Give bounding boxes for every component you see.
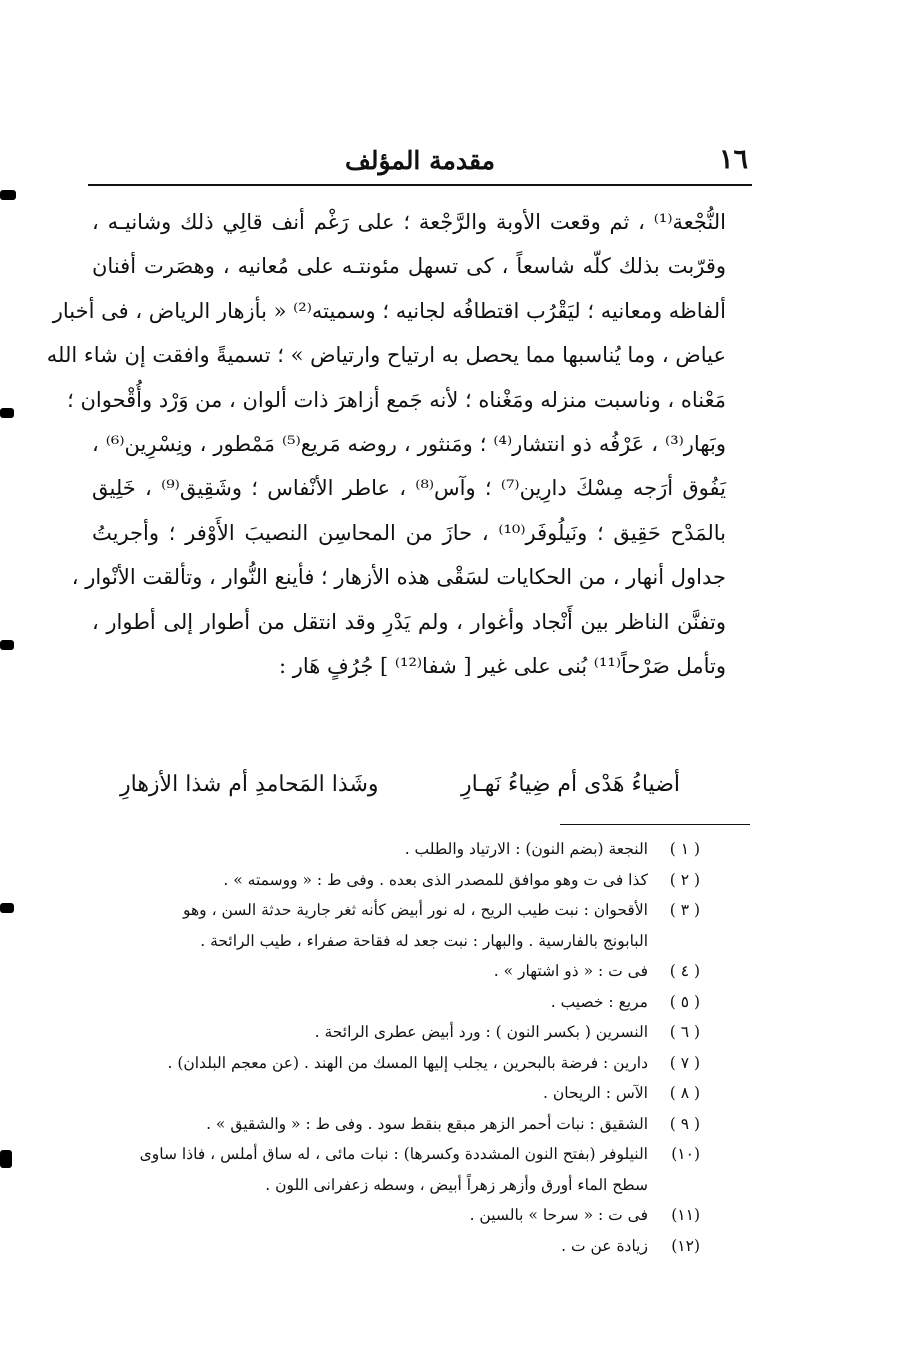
running-title: مقدمة المؤلف [344, 146, 496, 175]
scan-mark [0, 903, 14, 913]
footnote-text: النيلوفر (بفتح النون المشددة وكسرها) : نبات مائى ، له ساق أملس ، فاذا ساوى [139, 1145, 648, 1163]
footnote-item [96, 865, 700, 896]
body-line: وبَهار⁽³⁾ ، عَرْفُه ذو انتشار⁽⁴⁾ ؛ ومَنثور ، روضه مَريع⁽⁵⁾ مَمْطور ، ونِسْرِين⁽⁶⁾ ، [92, 431, 726, 456]
poetry-verse [120, 766, 680, 810]
verse-first-hemistich: أضياءُ هَدْى أم ضِياءُ نَهـارِ [461, 772, 680, 797]
footnote-item [96, 1139, 700, 1170]
footnote-text: زيادة عن ت . [561, 1236, 648, 1255]
footnote-text: النجعة (بضم النون) : الارتياد والطلب . [404, 840, 648, 858]
footnote-text: فى ت : « سرحا » بالسين . [469, 1206, 648, 1224]
footnote-item [96, 895, 700, 926]
scan-mark [0, 1150, 12, 1168]
scan-mark [0, 408, 14, 418]
body-line: جداول أنهار ، من الحكايات لسَقْى هذه الأزهار ؛ فأينع النُّوار ، وتألقت الأنْوار ، [71, 565, 726, 590]
footnote-number: ( ٣ ) [669, 901, 700, 919]
footnote-number: ( ٢ ) [669, 870, 700, 889]
footnote-rule [560, 824, 750, 825]
footnote-number: (١١) [671, 1206, 700, 1224]
body-line: مَعْناه ، وناسبت منزله ومَغْناه ؛ لأنه جَمع أزاهرَ ذات ألوان ، من وَرْد وأُقْحوان ؛ [67, 387, 726, 412]
footnote-number: ( ٥ ) [669, 992, 700, 1011]
footnote-item [96, 1109, 700, 1140]
footnote-item [96, 1231, 700, 1262]
body-line: عياض ، وما يُناسبها مما يحصل به ارتياح وارتياض » ؛ تسميةً وافقت إن شاء الله [46, 343, 726, 368]
footnote-item [96, 834, 700, 865]
footnote-item [96, 1048, 700, 1079]
footnote-continuation: سطح الماء أورق وأزهر زهراً أبيض ، وسطه زعفرانى اللون . [265, 1175, 648, 1194]
footnote-number: (١٠) [671, 1145, 700, 1163]
footnote-number: ( ٤ ) [669, 962, 700, 980]
footnote-text: الآس : الريحان . [542, 1084, 648, 1102]
body-line: النُّجْعة⁽¹⁾ ، ثم وقعت الأوبة والرَّجْعة ؛ على رَغْم أنف قالِي ذلك وشانيـه ، [92, 210, 726, 234]
footnote-text: الشقيق : نبات أحمر الزهر مبقع بنقط سود . وفى ط : « والشقيق » . [206, 1114, 648, 1133]
footnote-text: النسرين ( بكسر النون ) : ورد أبيض عطرى الرائحة . [314, 1023, 648, 1041]
page-number: ١٦ [718, 144, 748, 175]
footnote-number: (١٢) [671, 1236, 700, 1255]
verse-second-hemistich: وشَذا المَحامدِ أم شذا الأزهارِ [120, 772, 379, 797]
footnote-item [96, 987, 700, 1018]
footnote-item [96, 1078, 700, 1109]
body-line: وتفنَّن الناظر بين أَنْجاد وأغوار ، ولم يَدْرِ وقد انتقل من أطوار إلى أطوار ، [92, 609, 726, 634]
header-rule [88, 184, 752, 186]
body-line: بالمَدْح حَقِيق ؛ ونَيلُوفَر⁽¹⁰⁾ ، حازَ من المحاسِن النصيبَ الأَوْفر ؛ وأجريتُ [92, 520, 726, 545]
footnote-text: الأقحوان : نبت طيب الريح ، له نور أبيض كأنه ثغر جارية حدثة السن ، وهو [182, 901, 648, 919]
footnotes [96, 834, 700, 1261]
footnote-number: ( ١ ) [669, 840, 700, 858]
body-line: ألفاظه ومعانيه ؛ ليَقْرُب اقتطافُه لجانيه ؛ وسميته⁽²⁾ « بأزهار الرياض ، فى أخبار [52, 298, 726, 323]
footnote-text: كذا فى ت وهو موافق للمصدر الذى بعده . وفى ط : « ووسمته » . [223, 870, 648, 889]
scan-mark [0, 190, 16, 200]
body-line: وقرّبت بذلك كلّه شاسعاً ، كى تسهل مئونتـه على مُعانيه ، وهصَرت أفنان [92, 254, 726, 279]
footnote-text: مريع : خصيب . [550, 992, 648, 1011]
body-text [46, 200, 726, 688]
footnote-number: ( ٦ ) [669, 1023, 700, 1041]
body-line: يَفُوق أرَجه مِسْكَ دارِين⁽⁷⁾ ؛ وآس⁽⁸⁾ ، عاطر الأنْفاس ؛ وشَقِيق⁽⁹⁾ ، خَلِيق [92, 476, 726, 501]
footnote-item [96, 1200, 700, 1231]
scan-mark [0, 640, 14, 650]
footnote-number: ( ٧ ) [669, 1053, 700, 1072]
footnote-item [96, 1017, 700, 1048]
footnote-text: فى ت : « ذو اشتهار » . [493, 962, 648, 980]
footnote-item [96, 956, 700, 987]
footnote-text: دارين : فرضة بالبحرين ، يجلب إليها المسك من الهند . (عن معجم البلدان) . [167, 1053, 648, 1072]
footnote-number: ( ٩ ) [669, 1114, 700, 1133]
footnote-continuation: البابونج بالفارسية . والبهار : نبت جعد له فقاحة صفراء ، طيب الرائحة . [200, 931, 648, 950]
page-header [88, 140, 752, 184]
body-line: وتأمل صَرْحاً⁽¹¹⁾ بُنى على غير [ شفا⁽¹²⁾ ] جُرُفٍ هَار : [278, 653, 726, 678]
footnote-number: ( ٨ ) [669, 1084, 700, 1102]
